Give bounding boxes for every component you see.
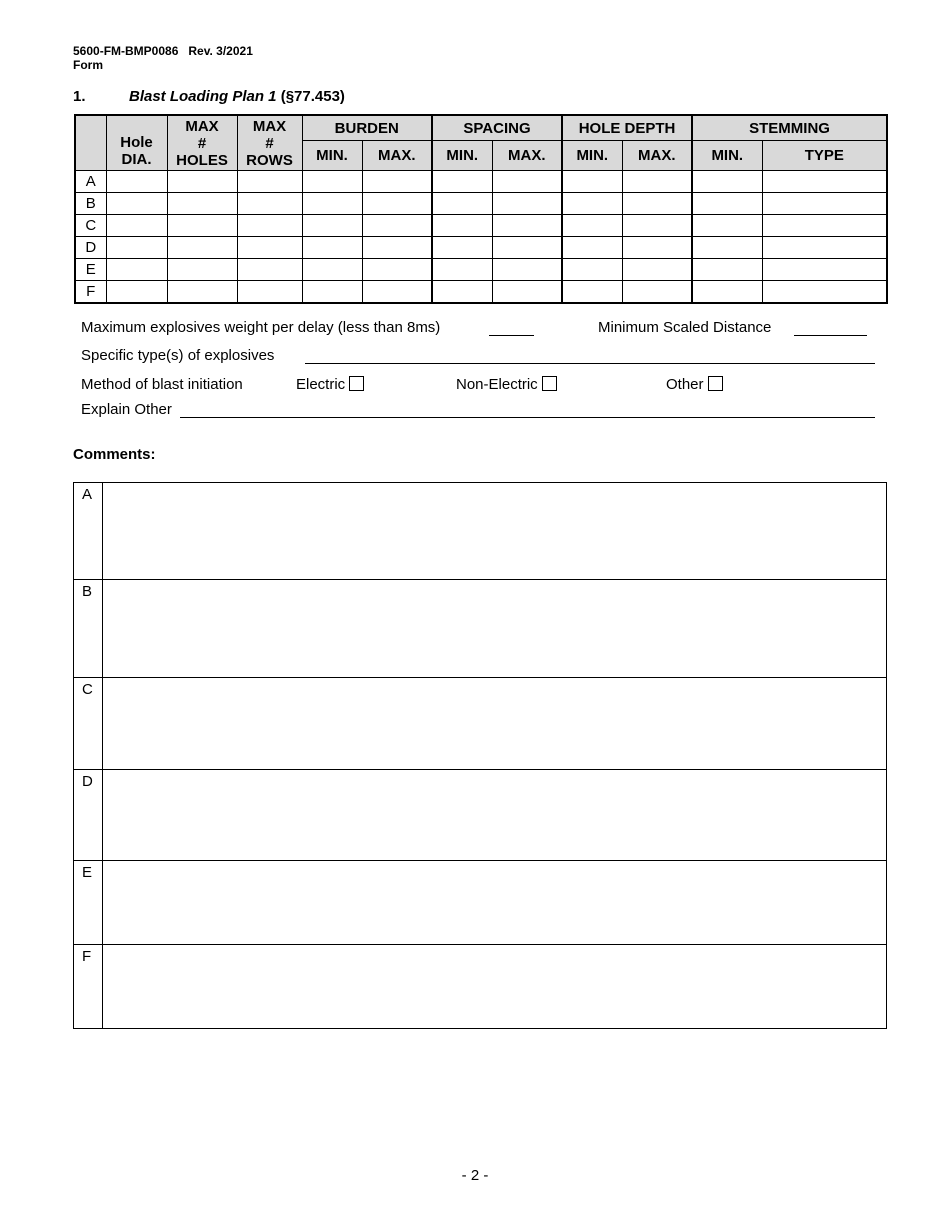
comments-title: Comments:: [73, 446, 156, 463]
plan-cell[interactable]: [237, 215, 302, 237]
plan-cell[interactable]: [362, 259, 432, 281]
comment-field[interactable]: [103, 945, 887, 1029]
spacing-min-header: MIN.: [432, 141, 492, 171]
hole-dia-line1: Hole: [120, 134, 153, 151]
plan-cell[interactable]: [492, 259, 562, 281]
min-scaled-distance-field[interactable]: [794, 335, 867, 336]
other-option[interactable]: [666, 376, 723, 393]
section-title: [73, 88, 345, 105]
max-weight-field[interactable]: [489, 335, 534, 336]
plan-row-label: D: [75, 237, 106, 259]
plan-cell[interactable]: [167, 237, 237, 259]
explosive-types-label: Specific type(s) of explosives: [81, 347, 275, 364]
plan-cell[interactable]: [692, 259, 762, 281]
plan-cell[interactable]: [562, 281, 622, 304]
plan-cell[interactable]: [302, 215, 362, 237]
plan-cell[interactable]: [432, 193, 492, 215]
plan-cell[interactable]: [492, 171, 562, 193]
plan-cell[interactable]: [762, 193, 887, 215]
plan-row-label: A: [75, 171, 106, 193]
max-rows-header: [237, 115, 302, 171]
section-number: 1.: [73, 88, 86, 105]
electric-option[interactable]: [296, 376, 364, 393]
hole-dia-line2: DIA.: [121, 151, 152, 168]
plan-cell[interactable]: [362, 215, 432, 237]
electric-checkbox[interactable]: [349, 376, 364, 391]
comment-row-label: D: [74, 770, 103, 861]
comment-field[interactable]: [103, 483, 887, 580]
plan-cell[interactable]: [302, 171, 362, 193]
other-label: Other: [666, 376, 704, 393]
max-holes-line3: HOLES: [176, 151, 228, 169]
plan-cell[interactable]: [106, 281, 167, 304]
comment-field[interactable]: [103, 770, 887, 861]
max-holes-line2: #: [197, 134, 207, 152]
plan-row: [75, 259, 887, 281]
comment-row: [74, 483, 887, 580]
other-checkbox[interactable]: [708, 376, 723, 391]
plan-cell[interactable]: [622, 171, 692, 193]
blast-loading-table: [74, 114, 888, 304]
form-revision: Rev. 3/2021: [188, 44, 253, 58]
plan-cell[interactable]: [562, 237, 622, 259]
plan-cell[interactable]: [762, 171, 887, 193]
plan-cell[interactable]: [432, 171, 492, 193]
comment-field[interactable]: [103, 861, 887, 945]
plan-cell[interactable]: [362, 171, 432, 193]
comment-row-label: A: [74, 483, 103, 580]
row-label-header: [75, 115, 106, 171]
plan-cell[interactable]: [492, 281, 562, 304]
comment-row: [74, 580, 887, 678]
form-label: Form: [73, 58, 103, 72]
plan-row-label: C: [75, 215, 106, 237]
plan-row: [75, 215, 887, 237]
electric-label: Electric: [296, 376, 346, 393]
comment-row: [74, 678, 887, 770]
plan-cell[interactable]: [762, 281, 887, 304]
comment-row: [74, 945, 887, 1029]
section-citation: (§77.453): [280, 88, 345, 105]
max-rows-line3: ROWS: [246, 151, 293, 169]
plan-cell[interactable]: [167, 259, 237, 281]
plan-cell[interactable]: [106, 259, 167, 281]
stemming-type-header: TYPE: [762, 141, 887, 171]
plan-cell[interactable]: [562, 215, 622, 237]
spacing-header: SPACING: [432, 115, 562, 141]
plan-cell[interactable]: [106, 215, 167, 237]
plan-row: [75, 193, 887, 215]
plan-cell[interactable]: [492, 193, 562, 215]
comment-field[interactable]: [103, 678, 887, 770]
plan-cell[interactable]: [562, 259, 622, 281]
plan-cell[interactable]: [106, 237, 167, 259]
max-weight-label: Maximum explosives weight per delay (less than 8ms): [81, 319, 441, 336]
explosive-types-field[interactable]: [305, 363, 875, 364]
plan-cell[interactable]: [692, 215, 762, 237]
plan-cell[interactable]: [562, 193, 622, 215]
hole-dia-header: [106, 115, 167, 171]
non-electric-label: Non-Electric: [456, 376, 538, 393]
plan-cell[interactable]: [432, 215, 492, 237]
comment-field[interactable]: [103, 580, 887, 678]
plan-cell[interactable]: [432, 259, 492, 281]
plan-cell[interactable]: [432, 281, 492, 304]
plan-cell[interactable]: [302, 237, 362, 259]
plan-cell[interactable]: [692, 281, 762, 304]
explain-other-field[interactable]: [180, 417, 875, 418]
plan-cell[interactable]: [237, 237, 302, 259]
plan-cell[interactable]: [362, 237, 432, 259]
plan-cell[interactable]: [167, 171, 237, 193]
max-holes-line1: MAX: [185, 117, 219, 135]
plan-cell[interactable]: [237, 259, 302, 281]
plan-cell[interactable]: [302, 193, 362, 215]
burden-header: BURDEN: [302, 115, 432, 141]
non-electric-checkbox[interactable]: [542, 376, 557, 391]
plan-cell[interactable]: [622, 193, 692, 215]
comment-row: [74, 770, 887, 861]
plan-cell[interactable]: [692, 193, 762, 215]
non-electric-option[interactable]: [456, 376, 557, 393]
plan-cell[interactable]: [362, 193, 432, 215]
plan-cell[interactable]: [237, 193, 302, 215]
plan-cell[interactable]: [562, 171, 622, 193]
max-holes-header: [167, 115, 237, 171]
max-rows-line2: #: [265, 134, 274, 152]
comment-row: [74, 861, 887, 945]
plan-cell[interactable]: [622, 237, 692, 259]
page-number: - 2 -: [461, 1167, 489, 1184]
plan-cell[interactable]: [692, 237, 762, 259]
comment-row-label: C: [74, 678, 103, 770]
plan-cell[interactable]: [167, 281, 237, 304]
plan-cell[interactable]: [362, 281, 432, 304]
plan-row: [75, 171, 887, 193]
burden-min-header: MIN.: [302, 141, 362, 171]
comment-row-label: B: [74, 580, 103, 678]
plan-cell[interactable]: [762, 259, 887, 281]
plan-cell[interactable]: [167, 215, 237, 237]
plan-cell[interactable]: [692, 171, 762, 193]
plan-cell[interactable]: [622, 259, 692, 281]
comment-row-label: E: [74, 861, 103, 945]
hole-depth-header: HOLE DEPTH: [562, 115, 692, 141]
plan-row: [75, 281, 887, 304]
stemming-min-header: MIN.: [692, 141, 762, 171]
plan-cell[interactable]: [622, 215, 692, 237]
plan-row: [75, 237, 887, 259]
burden-max-header: MAX.: [362, 141, 432, 171]
form-header: [73, 44, 253, 72]
plan-row-label: E: [75, 259, 106, 281]
plan-cell[interactable]: [432, 237, 492, 259]
section-name: Blast Loading Plan 1: [129, 88, 277, 105]
initiation-label: Method of blast initiation: [81, 376, 243, 393]
spacing-max-header: MAX.: [492, 141, 562, 171]
plan-cell[interactable]: [167, 193, 237, 215]
plan-row-label: B: [75, 193, 106, 215]
explain-other-label: Explain Other: [81, 401, 172, 418]
hole-depth-min-header: MIN.: [562, 141, 622, 171]
plan-cell[interactable]: [762, 215, 887, 237]
stemming-header: STEMMING: [692, 115, 887, 141]
plan-cell[interactable]: [492, 215, 562, 237]
plan-cell[interactable]: [492, 237, 562, 259]
plan-cell[interactable]: [302, 281, 362, 304]
plan-cell[interactable]: [106, 171, 167, 193]
min-scaled-distance-label: Minimum Scaled Distance: [598, 319, 772, 336]
plan-cell[interactable]: [237, 281, 302, 304]
hole-depth-max-header: MAX.: [622, 141, 692, 171]
form-number: 5600-FM-BMP0086: [73, 44, 179, 58]
max-rows-line1: MAX: [252, 117, 287, 135]
plan-cell[interactable]: [622, 281, 692, 304]
plan-row-label: F: [75, 281, 106, 304]
comments-table: [73, 482, 887, 1029]
plan-cell[interactable]: [302, 259, 362, 281]
plan-cell[interactable]: [237, 171, 302, 193]
comment-row-label: F: [74, 945, 103, 1029]
plan-cell[interactable]: [106, 193, 167, 215]
plan-cell[interactable]: [762, 237, 887, 259]
